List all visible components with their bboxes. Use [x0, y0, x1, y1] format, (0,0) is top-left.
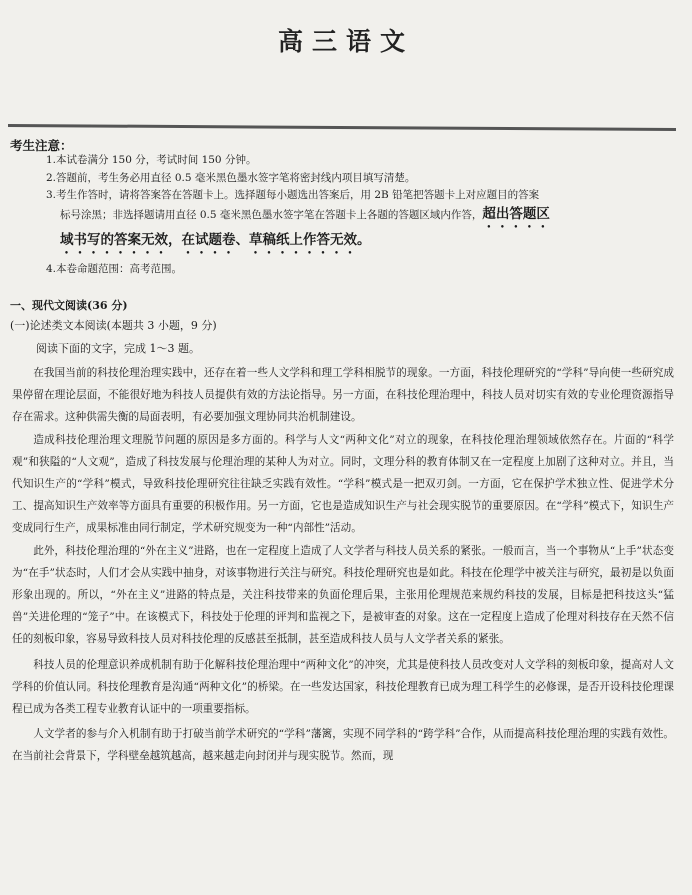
paragraph-1: 在我国当前的科技伦理治理实践中，还存在着一些人文学科和理工学科相脱节的现象。一方面，科技伦理研究的“学科”导向使一些研究成果停留在理论层面，不能很好地为科技人员提供有效的方法论指导。另一方面，在科技伦理治理中，科技人员对切实有效的专业伦理资源指导存在需求。这种供需失衡的局面表明，有必要加强文理协同共治机制建设。 [12, 367, 674, 424]
notice-item-3: 3.考生作答时，请将答案答在答题卡上。选择题每小题选出答案后，用 2B 铅笔把答题卡上对应题目的答案 [46, 189, 540, 201]
notice-item-4: 4.本卷命题范围：高考范围。 [46, 262, 183, 275]
notice-item-1: 1.本试卷满分 150 分，考试时间 150 分钟。 [46, 154, 257, 166]
paragraph-4: 科技人员的伦理意识养成机制有助于化解科技伦理治理中“两种文化”的冲突，尤其是使科技人员改变对人文学科的刻板印象，提高对人文学科的价值认同。科技伦理教育是沟通“两种文化”的桥梁。在一些发达国家，科技伦理教育已成为理工科学生的必修课，是否开设科技伦理课程已成为各类工程专业教育认证中的一项重要指标。 [12, 658, 674, 716]
notice-item-2: 2.答题前，考生务必用直径 0.5 毫米黑色墨水签字笔将密封线内项目填写清楚。 [46, 171, 416, 184]
divider-rule [8, 124, 676, 131]
sub-heading: (一)论述类文本阅读(本题共 3 小题，9 分) [10, 319, 217, 332]
paragraph-3: 此外，科技伦理治理的“外在主义”进路，也在一定程度上造成了人文学者与科技人员关系的紧张。一般而言，当一个事物从“上手”状态变为“在手”状态时，人们才会从实践中抽身，对该事物进行关注与研究。科技伦理研究也是如此。科技在伦理学中被关注与研究，最初是以负面形象出现的。所以，“外在主义”进路的特点是，关注科技带来的负面伦理后果，主张用伦理规范来规约科技的发展，目标是把科技这头“猛兽”关进伦理的“笼子”中。在该模式下，科技处于伦理的评判和监视之下，是被审查的对象。这在一定程度上造成了伦理对科技存在天然不信任的刻板印象，容易导致科技人员对科技伦理的反感甚至抵制，甚至造成科技人员与人文学者关系的紧张。 [12, 544, 674, 646]
instruction: 阅读下面的文字，完成 1～3 题。 [36, 342, 200, 355]
notice-title: 考生注意： [10, 138, 73, 153]
section-heading: 一、现代文阅读(36 分) [10, 299, 128, 312]
page-title: 高三语文 [277, 27, 414, 56]
paragraph-5: 人文学者的参与介入机制有助于打破当前学术研究的“学科”藩篱，实现不同学科的“跨学科”合作，从而提高科技伦理治理的实践有效性。在当前社会背景下，学科壁垒越筑越高，越来越走向封闭并与现实脱节。然而，现 [12, 728, 674, 763]
notice-emphasis-b-text: 域书写的答案无效，在试题卷、草稿纸上作答无效。 [60, 231, 371, 248]
notice-item-3-text: 标号涂黑；非选择题请用直径 0.5 毫米黑色墨水签字笔在答题卡上各题的答题区域内作答， [60, 208, 483, 221]
notice-emphasis-a: 超出答题区 [482, 205, 550, 222]
notice-emphasis-b [46, 231, 672, 257]
article-body [12, 362, 674, 768]
paragraph-2: 造成科技伦理治理文理脱节问题的原因是多方面的。科学与人文“两种文化”对立的现象，在科技伦理治理领域依然存在。片面的“科学观”和狭隘的“人文观”，造成了科技发展与伦理治理的某种人为对立。同时，文理分科的教育体制又在一定程度上加剧了这种对立。并且，当代知识生产的“学科”模式，导致科技伦理研究往往缺乏实践有效性。“学科”模式是一把双刃剑。一方面，它在保护学术独立性、促进学术分工、提高知识生产效率等方面具有重要的积极作用。另一方面，它也是造成知识生产与社会现实脱节的重要原因。在“学科”模式下，知识生产变成同行生产，成果标准由同行制定，学术研究规变为一种“内部性”活动。 [12, 433, 674, 535]
notice-item-3-continued [46, 205, 672, 231]
notice-list [46, 152, 672, 278]
